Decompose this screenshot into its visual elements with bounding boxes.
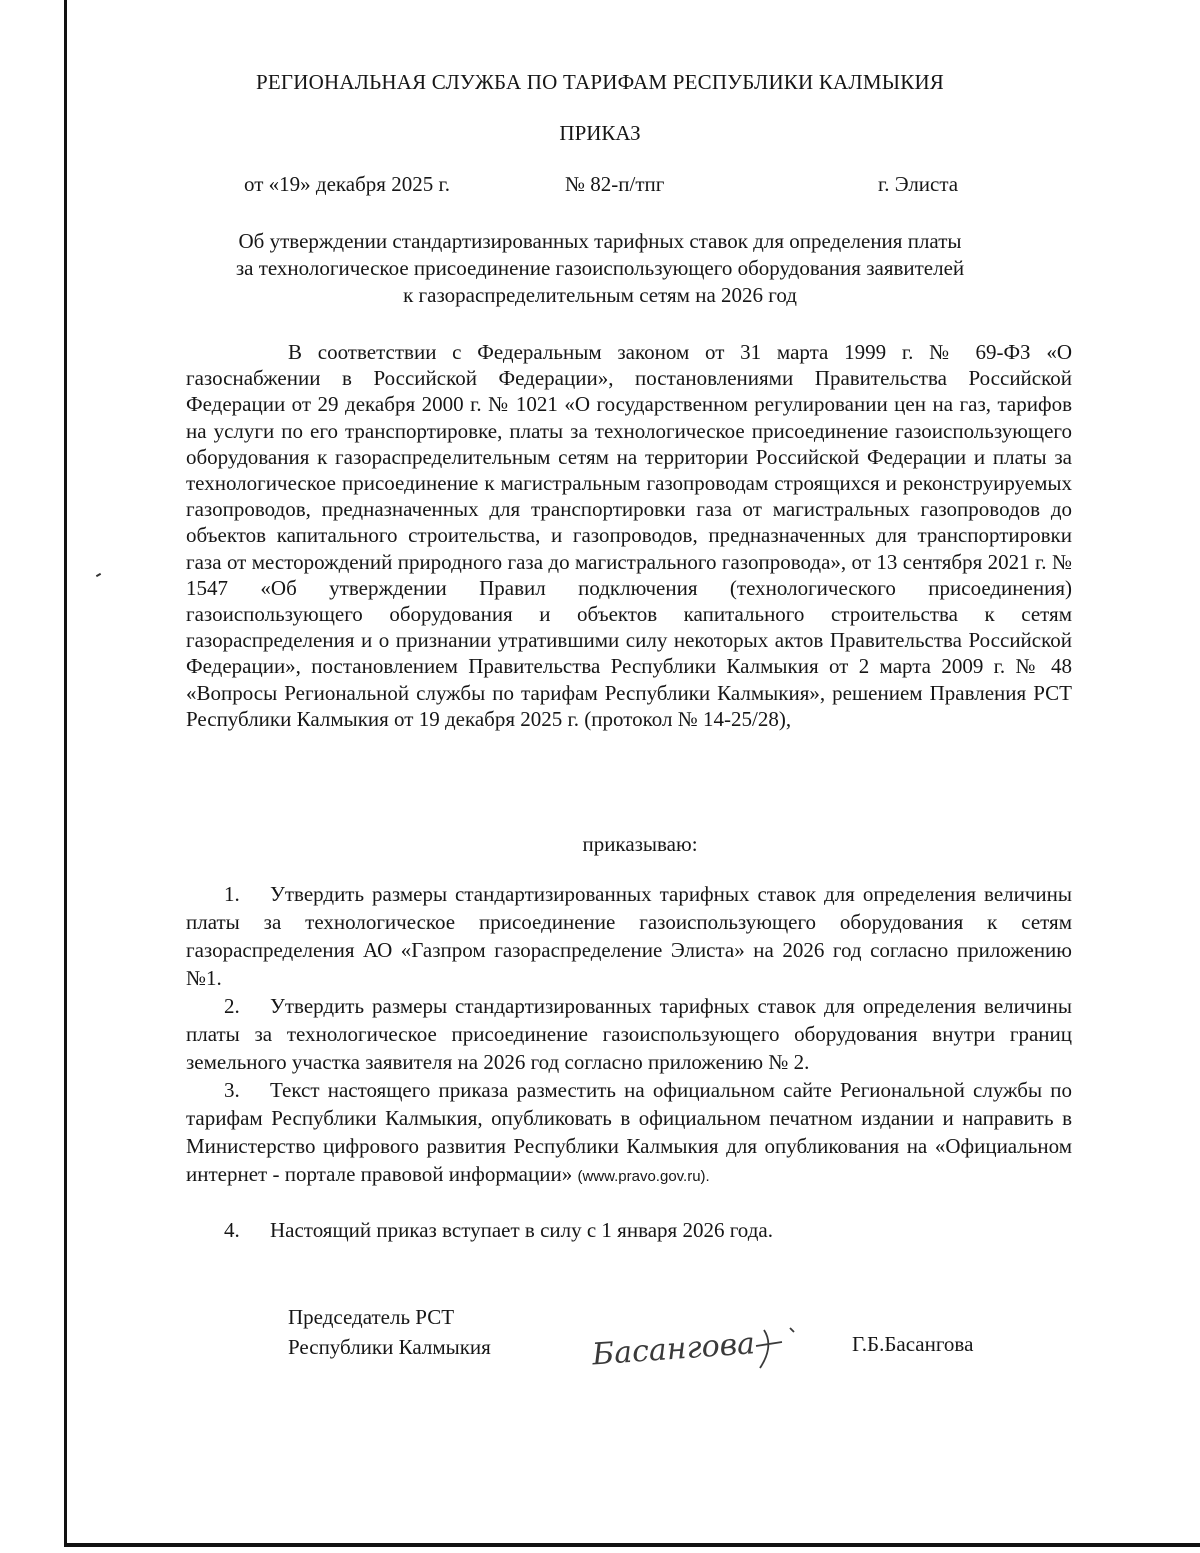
scan-speck <box>96 573 101 577</box>
handwritten-signature <box>586 1316 816 1380</box>
item-text: Утвердить размеры стандартизированных тарифных ставок для определения величины платы за технологическое присоединение газоиспользующего оборудования внутри границ земельного участка заявителя на 2026 год согласно приложению № 2. <box>186 994 1072 1074</box>
date-number-row <box>0 172 1200 198</box>
signature-scrawl: Басангова <box>591 1326 757 1373</box>
organization-header: РЕГИОНАЛЬНАЯ СЛУЖБА ПО ТАРИФАМ РЕСПУБЛИКИ КАЛМЫКИЯ <box>255 70 945 94</box>
signatory-name: Г.Б.Басангова <box>852 1332 974 1356</box>
item-text: Утвердить размеры стандартизированных тарифных ставок для определения величины платы за технологическое присоединение газоиспользующего оборудования к сетям газораспределения АО «Газпром газораспределение Элиста» на 2026 год согласно приложению №1. <box>186 882 1072 990</box>
order-number: № 82-п/тпг <box>565 172 665 196</box>
item-number: 2. <box>224 994 240 1018</box>
preamble-paragraph: В соответствии с Федеральным законом от 31 марта 1999 г. № 69-ФЗ «О газоснабжении в Российской Федерации», постановлениями Правительства Российской Федерации от 29 декабря 2000 г. № 1021 «О государственном регулировании цен на газ, тарифов на услуги по его транспортировке, платы за технологическое присоединение газоиспользующего оборудования к газораспределительным сетям на территории Российской Федерации и платы за технологическое присоединение к магистральным газопроводам строящихся и реконструируемых газопроводов, предназначенных для транспортировки газа от магистральных газопроводов до объектов капитального строительства, и газопроводов, предназначенных для транспортировки газа от месторождений природного газа до магистрального газопровода», от 13 сентября 2021 г. № 1547 «Об утверждении Правил подключения (технологического присоединения) газоиспользующего оборудования и объектов капитального строительства к сетям газораспределения и о признании утратившими силу некоторых актов Правительства Российской Федерации», постановлением Правительства Республики Калмыкия от 2 марта 2009 г. № 48 «Вопросы Региональной службы по тарифам Республики Калмыкия», решением Правления РСТ Республики Калмыкия от 19 декабря 2025 г. (протокол № 14-25/28), <box>186 340 1072 731</box>
list-item <box>186 880 1072 992</box>
item-text: Текст настоящего приказа разместить на официальном сайте Региональной службы по тарифам Республики Калмыкия, опубликовать в официальном печатном издании и направить в Министерство цифрового развития Республики Калмыкия для опубликования на «Официальном интернет - портале правовой информации» <box>186 1078 1072 1186</box>
signatory-position-line: Республики Калмыкия <box>288 1335 491 1359</box>
order-city: г. Элиста <box>878 172 959 196</box>
document-type: ПРИКАЗ <box>559 121 641 145</box>
list-item <box>186 1076 1072 1191</box>
scan-border-bottom <box>64 1543 1200 1547</box>
title-line: за технологическое присоединение газоиспользующего оборудования заявителей <box>235 256 965 280</box>
title-line: к газораспределительным сетям на 2026 год <box>403 283 797 307</box>
item-number: 3. <box>224 1078 240 1102</box>
signatory-position <box>288 1302 491 1362</box>
list-item <box>186 992 1072 1076</box>
item-number: 1. <box>224 882 240 906</box>
list-item <box>186 1216 1072 1244</box>
signatory-position-line: Председатель РСТ <box>288 1305 455 1329</box>
item-number: 4. <box>224 1218 240 1242</box>
order-word: приказываю: <box>582 832 698 856</box>
title-line: Об утверждении стандартизированных тарифных ставок для определения платы <box>238 229 962 253</box>
portal-url-note: (www.pravo.gov.ru). <box>577 1168 710 1185</box>
signature-flourish <box>756 1328 794 1368</box>
item-text: Настоящий приказ вступает в силу с 1 января 2026 года. <box>270 1218 773 1242</box>
order-date: от «19» декабря 2025 г. <box>244 172 450 196</box>
